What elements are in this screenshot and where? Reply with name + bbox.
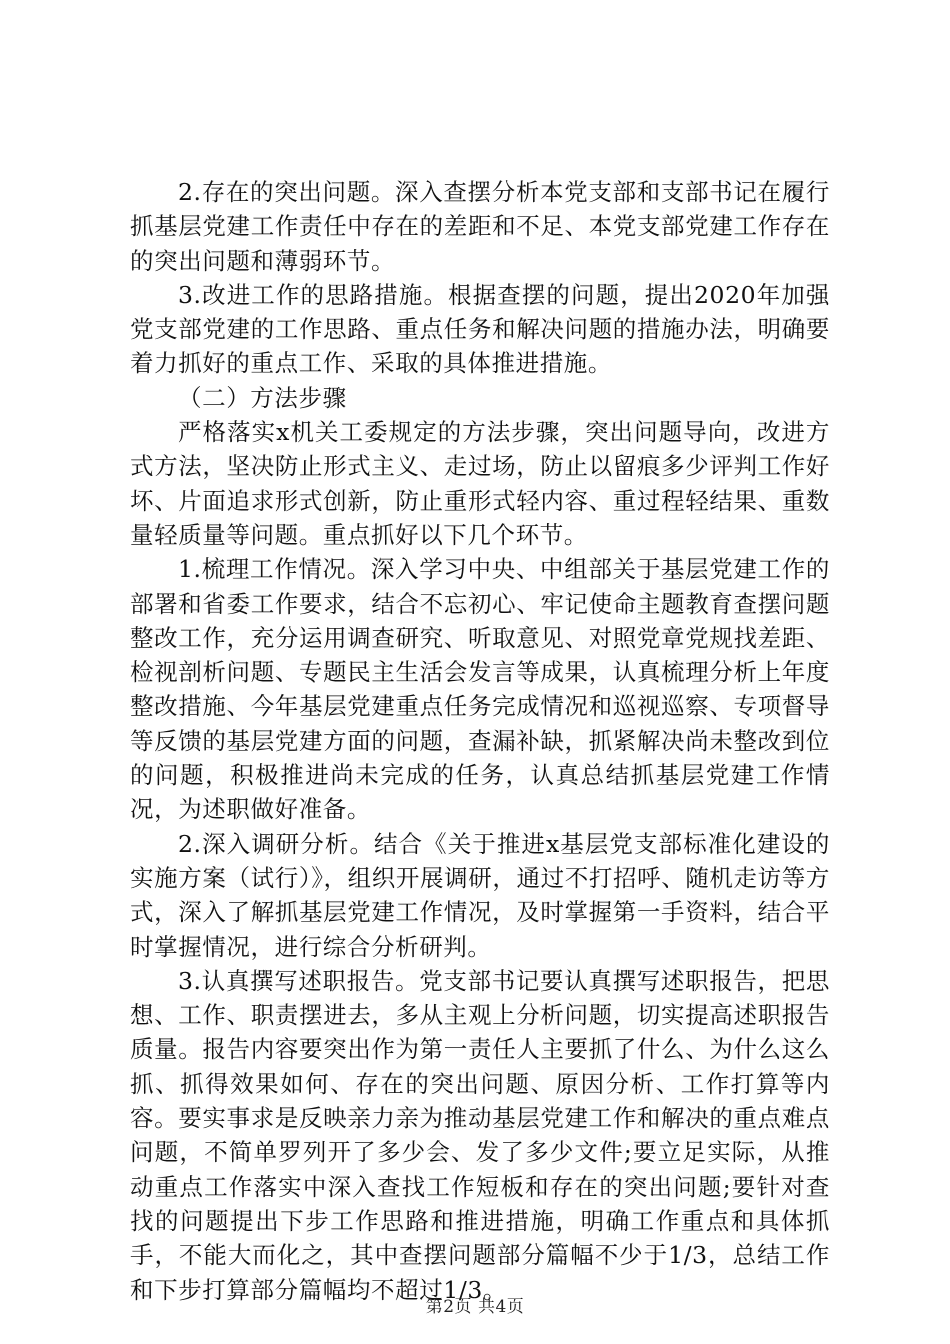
paragraph-write-report: 3.认真撰写述职报告。党支部书记要认真撰写述职报告，把思想、工作、职责摆进去，多从主观上分析问题，切实提高述职报告质量。报告内容要突出作为第一责任人主要抓了什么、为什么这么抓、抓得效果如何、存在的突出问题、原因分析、工作打算等内容。要实事求是反映亲力亲为推动基层党建工作和解决的重点难点问题，不简单罗列开了多少会、发了多少文件;要立足实际，从推动重点工作落实中深入查找工作短板和存在的突出问题;要针对查找的问题提出下步工作思路和推进措施，明确工作重点和具体抓手，不能大而化之，其中查摆问题部分篇幅不少于1/3，总结工作和下步打算部分篇幅均不超过1/3。	[130, 966, 830, 1304]
section-heading-method-steps: （二）方法步骤	[178, 383, 347, 412]
document-body	[130, 175, 830, 1307]
paragraph-existing-problems: 2.存在的突出问题。深入查摆分析本党支部和支部书记在履行抓基层党建工作责任中存在的差距和不足、本党支部党建工作存在的突出问题和薄弱环节。	[130, 178, 830, 275]
paragraph-method-intro: 严格落实x机关工委规定的方法步骤，突出问题导向，改进方式方法，坚决防止形式主义、走过场，防止以留痕多少评判工作好坏、片面追求形式创新，防止重形式轻内容、重过程轻结果、重数量轻质量等问题。重点抓好以下几个环节。	[130, 418, 830, 549]
page-number-footer: 第2页 共4页	[425, 1297, 525, 1317]
paragraph-improvement-measures: 3.改进工作的思路措施。根据查摆的问题，提出2020年加强党支部党建的工作思路、重点任务和解决问题的措施办法，明确要着力抓好的重点工作、采取的具体推进措施。	[130, 280, 830, 378]
paragraph-research-analysis: 2.深入调研分析。结合《关于推进x基层党支部标准化建设的实施方案（试行）》，组织开展调研，通过不打招呼、随机走访等方式，深入了解抓基层党建工作情况，及时掌握第一手资料，结合平时掌握情况，进行综合分析研判。	[130, 829, 830, 961]
paragraph-review-work: 1.梳理工作情况。深入学习中央、中组部关于基层党建工作的部署和省委工作要求，结合不忘初心、牢记使命主题教育查摆问题整改工作，充分运用调查研究、听取意见、对照党章党规找差距、检视剖析问题、专题民主生活会发言等成果，认真梳理分析上年度整改措施、今年基层党建重点任务完成情况和巡视巡察、专项督导等反馈的基层党建方面的问题，查漏补缺，抓紧解决尚未整改到位的问题，积极推进尚未完成的任务，认真总结抓基层党建工作情况，为述职做好准备。	[130, 555, 830, 824]
